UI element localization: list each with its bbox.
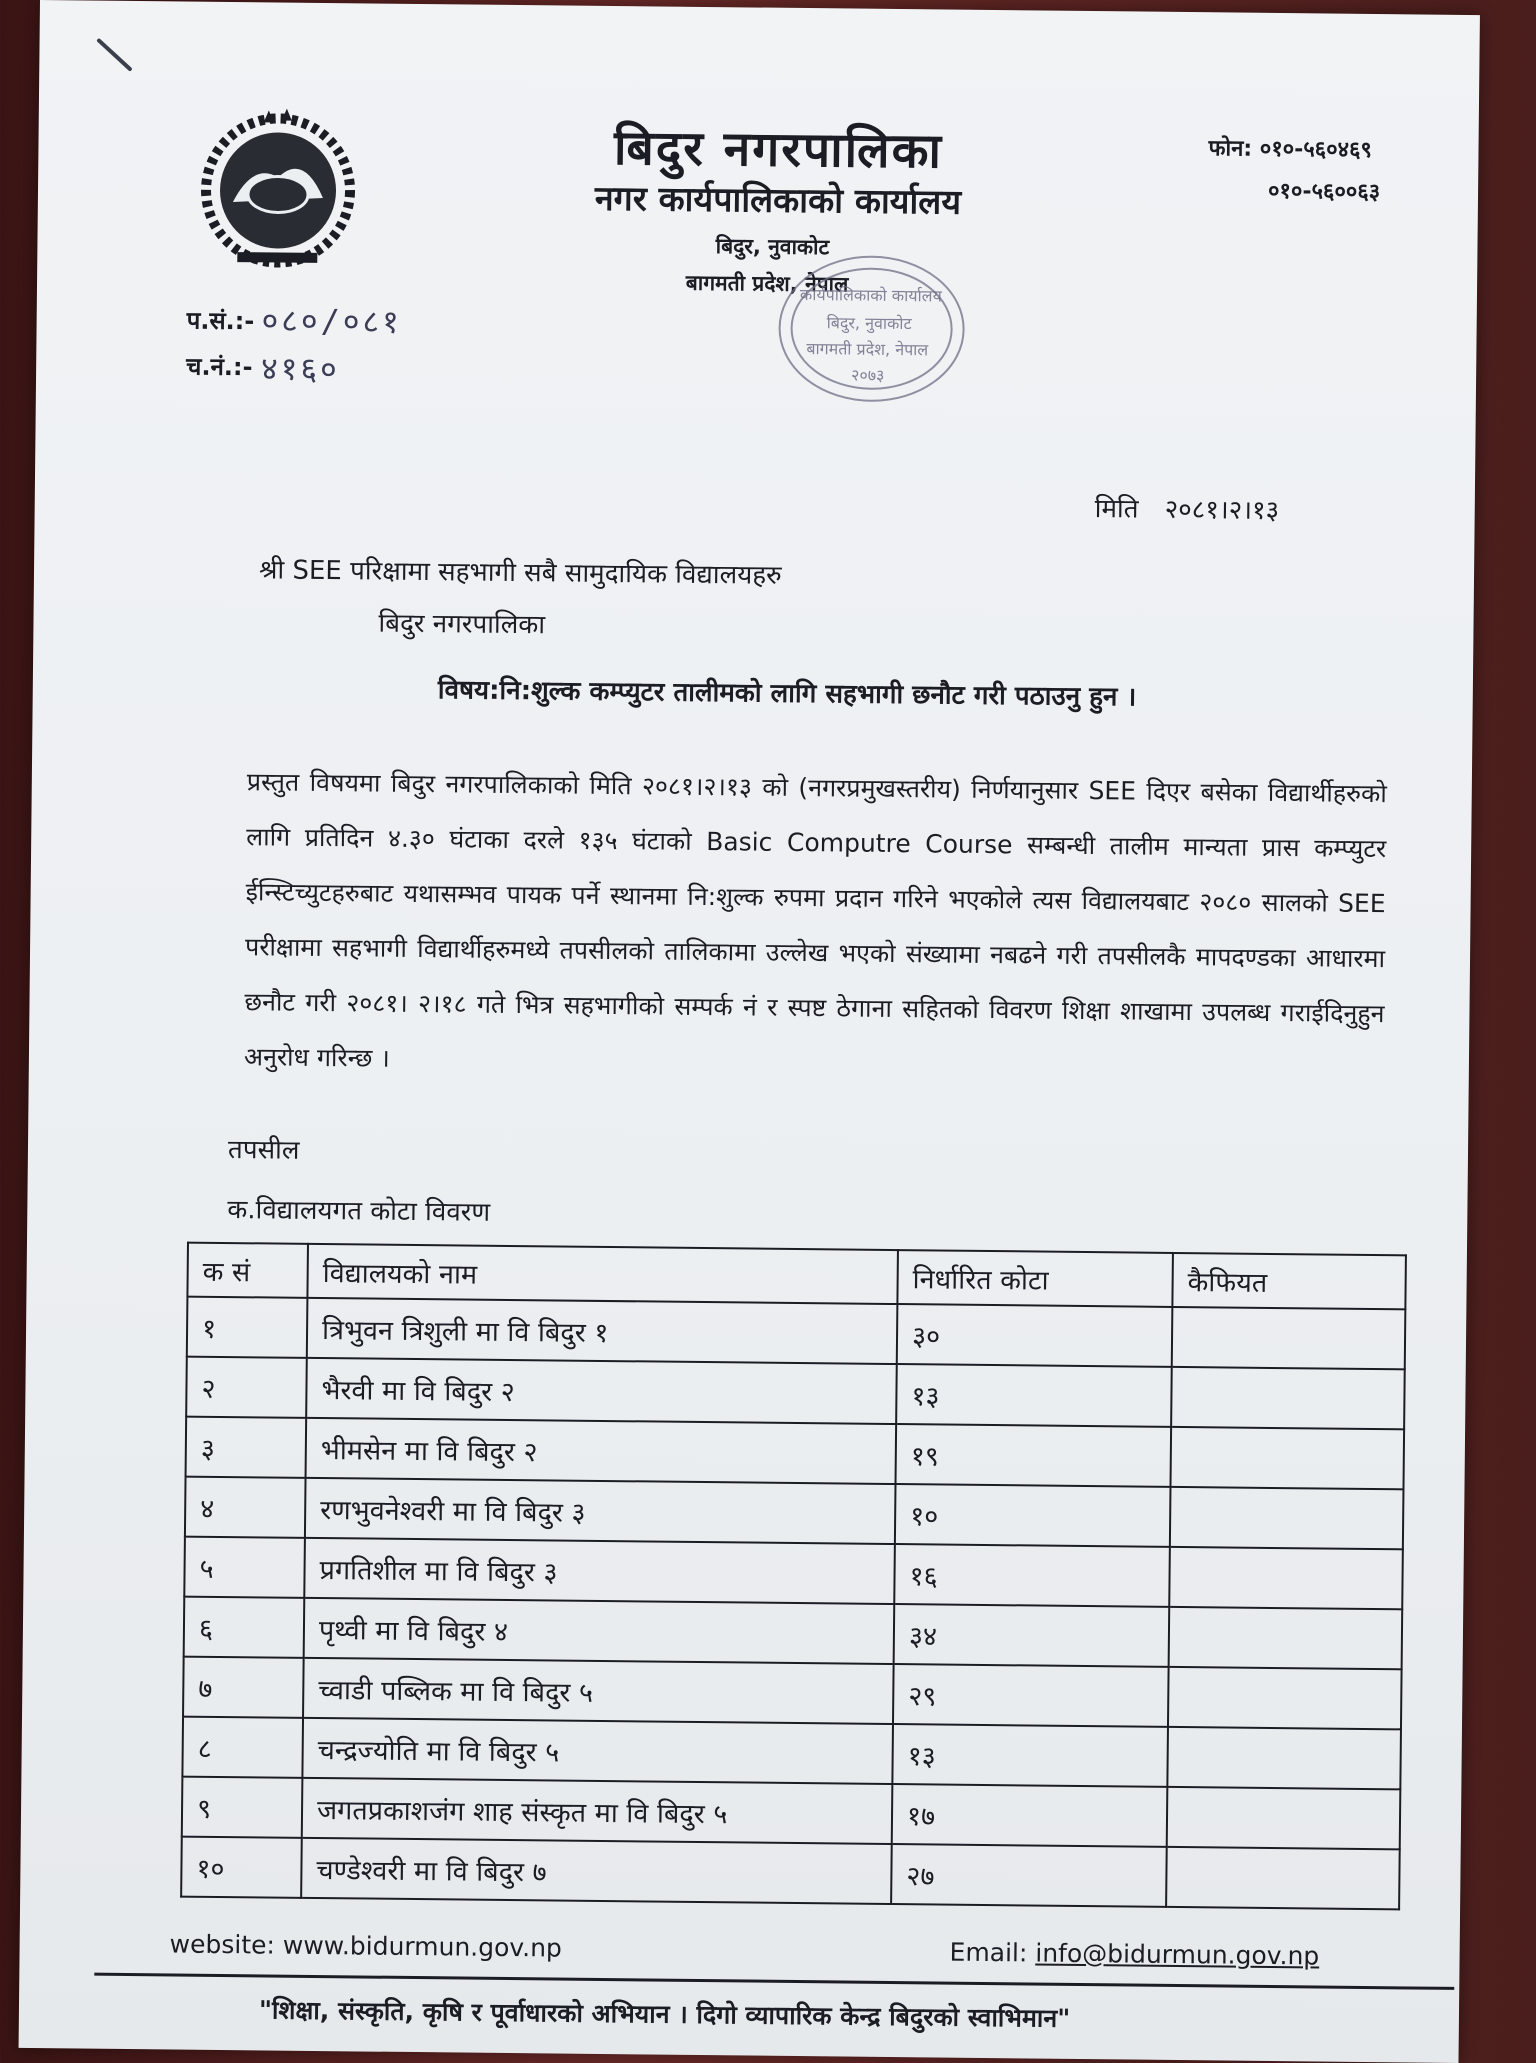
- stamp-text-3: बागमती प्रदेश, नेपाल: [806, 339, 929, 360]
- header-remarks: कैफियत: [1172, 1253, 1406, 1309]
- letter-subject: विषय:नि:शुल्क कम्प्युटर तालीमको लागि सहभागी छनौट गरी पठाउनु हुन ।: [437, 675, 1137, 713]
- cell-quota: १३: [892, 1724, 1168, 1787]
- cell-remark: [1172, 1307, 1406, 1369]
- header-sn: क सं: [187, 1243, 308, 1298]
- dispatch-label: च.नं.:-: [186, 352, 253, 382]
- cell-school-name: जगतप्रकाशजंग शाह संस्कृत मा वि बिदुर ५: [302, 1778, 893, 1844]
- cell-sn: ४: [185, 1477, 306, 1538]
- cell-quota: १९: [896, 1424, 1172, 1487]
- reference-label: प.सं.:-: [186, 306, 255, 336]
- date-value: २०८१।२।१३: [1164, 494, 1280, 527]
- cell-school-name: प्रगतिशील मा वि बिदुर ३: [304, 1538, 895, 1604]
- header-quota: निर्धारित कोटा: [897, 1250, 1173, 1307]
- cell-school-name: पृथ्वी मा वि बिदुर ४: [304, 1598, 895, 1664]
- cell-school-name: भीमसेन मा वि बिदुर २: [306, 1418, 897, 1484]
- cell-quota: १३: [896, 1364, 1172, 1427]
- footer-website: website: www.bidurmun.gov.np: [169, 1929, 563, 1963]
- cell-remark: [1170, 1487, 1404, 1549]
- cell-remark: [1168, 1667, 1402, 1729]
- cell-remark: [1169, 1607, 1403, 1669]
- quota-table: [180, 1242, 1407, 1911]
- addressee-line-2: बिदुर नगरपालिका: [378, 608, 546, 641]
- footer-email: [949, 1938, 1319, 1971]
- cell-remark: [1167, 1727, 1401, 1789]
- table-row: [181, 1837, 1400, 1910]
- addressee-line-1: श्री SEE परिक्षामा सहभागी सबै सामुदायिक विद्यालयहरु: [258, 555, 782, 591]
- stamp-year: २०७३: [851, 365, 885, 385]
- cell-quota: १७: [892, 1784, 1168, 1847]
- cell-quota: २७: [891, 1844, 1167, 1907]
- office-stamp: [771, 248, 973, 410]
- cell-school-name: च्वाडी पब्लिक मा वि बिदुर ५: [303, 1658, 894, 1724]
- stamp-text-1: कार्यपालिकाको कार्यालय: [799, 284, 942, 306]
- cell-quota: ३४: [894, 1604, 1170, 1667]
- cell-quota: १०: [895, 1484, 1171, 1547]
- cell-school-name: रणभुवनेश्वरी मा वि बिदुर ३: [305, 1478, 896, 1544]
- cell-remark: [1169, 1547, 1403, 1609]
- cell-school-name: चण्डेश्वरी मा वि बिदुर ७: [301, 1838, 892, 1904]
- cell-sn: १: [187, 1297, 308, 1358]
- address-line-1: बिदुर, नुवाकोट: [715, 234, 830, 260]
- cell-school-name: चन्द्रज्योति मा वि बिदुर ५: [302, 1718, 893, 1784]
- address-line-2: बागमती प्रदेश, नेपाल: [685, 270, 849, 297]
- tapsil-label: तपसील: [227, 1135, 300, 1166]
- cell-remark: [1170, 1427, 1404, 1489]
- header-school-name: विद्यालयको नाम: [307, 1244, 898, 1304]
- cell-sn: १०: [181, 1837, 302, 1898]
- municipality-title: बिदुर नगरपालिका: [613, 120, 944, 180]
- government-emblem-icon: [192, 102, 364, 274]
- cell-quota: २९: [893, 1664, 1169, 1727]
- cell-school-name: त्रिभुवन त्रिशुली मा वि बिदुर १: [307, 1298, 898, 1364]
- date-label: मिति: [1094, 494, 1139, 525]
- office-title: नगर कार्यपालिकाको कार्यालय: [594, 178, 962, 223]
- cell-school-name: भैरवी मा वि बिदुर २: [306, 1358, 897, 1424]
- cell-sn: ६: [184, 1597, 305, 1658]
- cell-sn: ७: [183, 1657, 304, 1718]
- cell-sn: ५: [184, 1537, 305, 1598]
- reference-number: ०८०/०८१: [261, 301, 402, 341]
- email-label: Email:: [949, 1937, 1028, 1968]
- cell-quota: १६: [894, 1544, 1170, 1607]
- pen-mark: [96, 38, 133, 72]
- cell-sn: ८: [182, 1717, 303, 1778]
- section-title: क.विद्यालयगत कोटा विवरण: [227, 1195, 491, 1228]
- letter-body: प्रस्तुत विषयमा बिदुर नगरपालिकाको मिति २०८१।२।१३ को (नगरप्रमुखस्तरीय) निर्णयानुसार SEE दिएर बसेका विद्यार्थीहरुको लागि प्रतिदिन ४.३० घंटाका दरले १३५ घंटाको Basic Computre Course सम्बन्धी तालीम मान्यता प्रास कम्प्युटर ईन्स्टिच्युटहरुबाट यथासम्भव पायक पर्ने स्थानमा नि:शुल्क रुपमा प्रदान गरिने भएकोले त्यस विद्यालयबाट २०८० सालको SEE परीक्षामा सहभागी विद्यार्थीहरुमध्ये तपसीलको तालिकामा उल्लेख भएको संख्यामा नबढने गरी तपसीलकै मापदण्डका आधारमा छनौट गरी २०८१। २।१८ गते भित्र सहभागीको सम्पर्क नं र स्पष्ट ठेगाना सहितको विवरण शिक्षा शाखामा उपलब्ध गराईदिनुहुन अनुरोध गरिन्छ ।: [243, 767, 1387, 1073]
- cell-remark: [1167, 1787, 1401, 1849]
- cell-sn: ९: [182, 1777, 303, 1838]
- phone-number-1: फोन: ०१०-५६०४६९: [1208, 136, 1373, 163]
- footer-divider: [94, 1973, 1454, 1990]
- stamp-text-2: बिदुर, नुवाकोट: [826, 313, 912, 334]
- footer-slogan: "शिक्षा, संस्कृति, कृषि र पूर्वाधारको अभियान । दिगो व्यापारिक केन्द्र बिदुरको स्वाभिमान": [258, 1995, 1071, 2033]
- cell-remark: [1171, 1367, 1405, 1429]
- cell-sn: २: [186, 1357, 307, 1418]
- cell-quota: ३०: [897, 1304, 1173, 1367]
- cell-remark: [1166, 1847, 1400, 1909]
- dispatch-number: ४१६०: [260, 349, 340, 389]
- cell-sn: ३: [186, 1417, 307, 1478]
- letter-paper: [19, 0, 1480, 2063]
- phone-number-2: ०१०-५६००६३: [1267, 178, 1381, 206]
- email-link[interactable]: info@bidurmun.gov.np: [1035, 1938, 1320, 1971]
